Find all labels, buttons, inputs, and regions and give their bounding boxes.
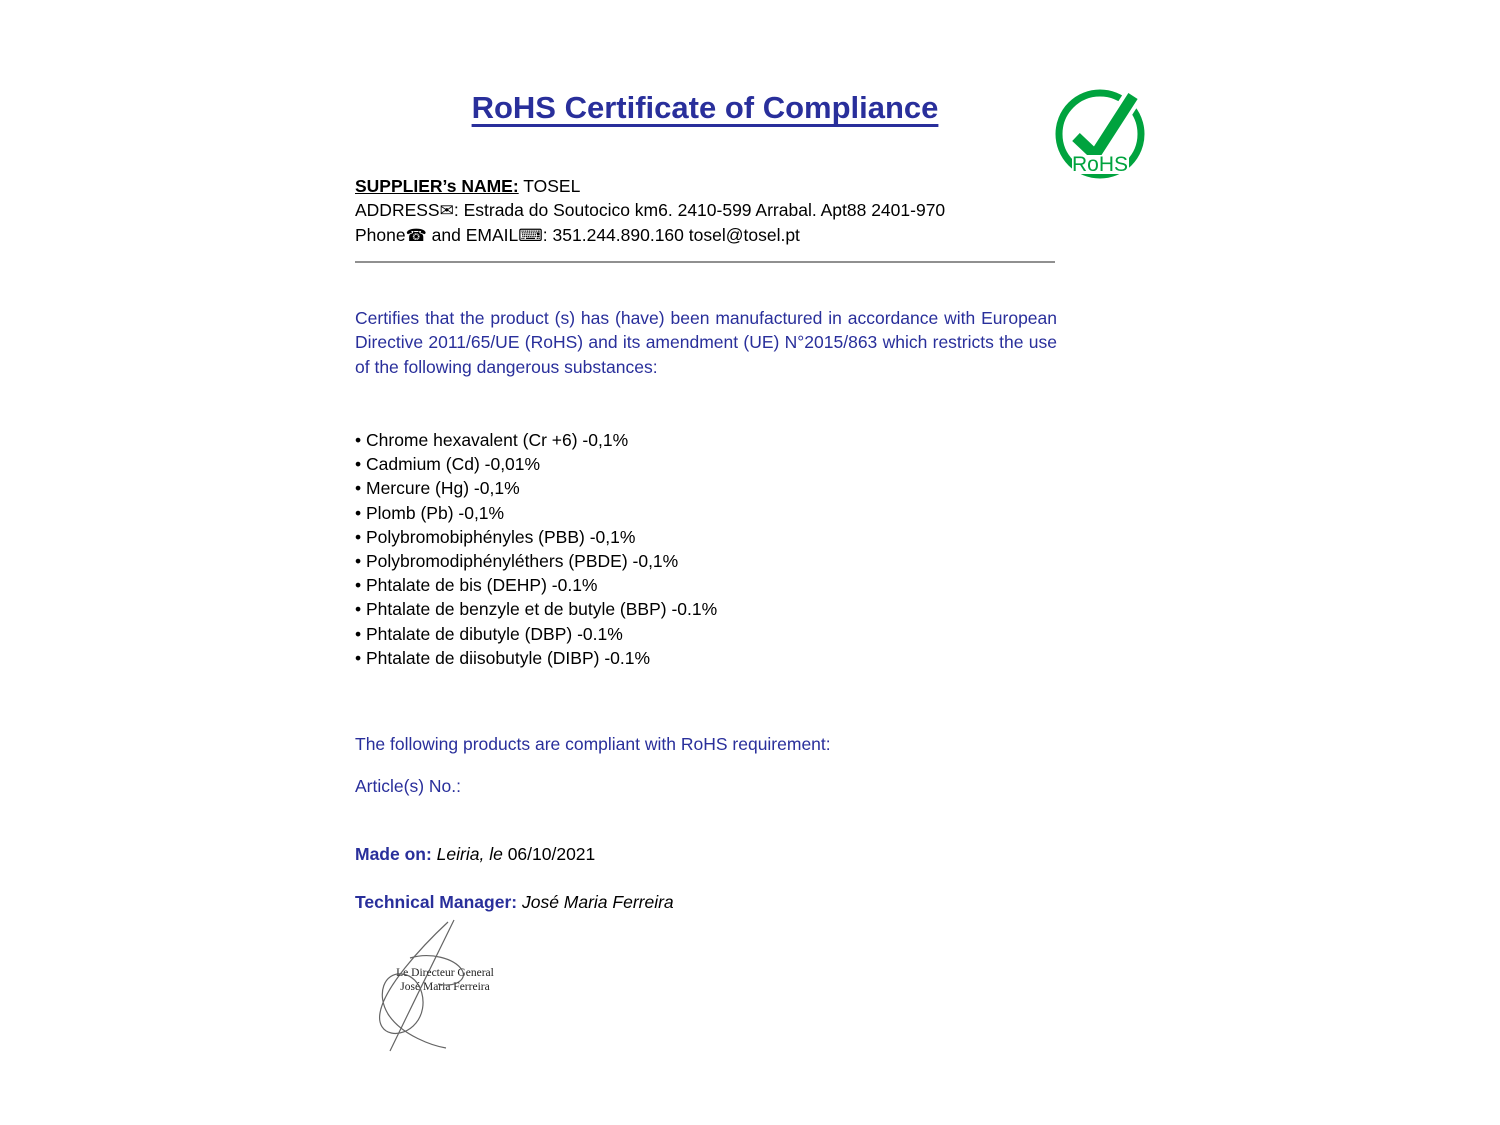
made-on-place: Leiria, le (431, 844, 508, 864)
rohs-logo (1052, 84, 1150, 184)
supplier-block (355, 174, 945, 248)
email-label: and EMAIL (426, 225, 519, 245)
technical-manager-name: José Maria Ferreira (517, 892, 674, 912)
contact-value: : 351.244.890.160 tosel@tosel.pt (542, 225, 800, 245)
signature-stamp-line2: José Maria Ferreira (400, 981, 490, 993)
substance-list (355, 428, 717, 670)
article-line: Article(s) No.: (355, 776, 461, 796)
substance-item: • Polybromobiphényles (PBB) -0,1% (355, 525, 717, 549)
supplier-name-line (355, 174, 945, 198)
technical-manager-label: Technical Manager: (355, 892, 518, 912)
substance-item: • Polybromodiphényléthers (PBDE) -0,1% (355, 549, 717, 573)
signature-stamp-line1: Le Directeur General (396, 967, 494, 979)
address-value: : Estrada do Soutocico km6. 2410-599 Arrabal. Apt88 2401-970 (453, 200, 946, 220)
supplier-contact-line (355, 223, 945, 248)
substance-item: • Mercure (Hg) -0,1% (355, 476, 717, 500)
compliance-line: The following products are compliant with RoHS requirement: (355, 734, 831, 754)
technical-manager-line (355, 892, 674, 913)
substance-item: • Phtalate de bis (DEHP) -0.1% (355, 573, 717, 597)
substance-item: • Chrome hexavalent (Cr +6) -0,1% (355, 428, 717, 452)
substance-item: • Phtalate de benzyle et de butyle (BBP) -0.1% (355, 597, 717, 621)
made-on-date: 06/10/2021 (507, 844, 596, 864)
envelope-icon: ✉ (439, 201, 454, 220)
made-on-line (355, 844, 595, 865)
substance-item: • Plomb (Pb) -0,1% (355, 501, 717, 525)
page-title: RoHS Certificate of Compliance (471, 90, 939, 125)
supplier-address-line (355, 198, 945, 223)
substance-item: • Cadmium (Cd) -0,01% (355, 452, 717, 476)
substance-item: • Phtalate de dibutyle (DBP) -0.1% (355, 622, 717, 646)
made-on-label: Made on: (355, 844, 432, 864)
header-divider (355, 261, 1055, 263)
supplier-name-label: SUPPLIER’s NAME: (355, 176, 519, 196)
address-label: ADDRESS (355, 200, 440, 220)
signature-stamp-text (370, 966, 520, 994)
supplier-name-value: TOSEL (518, 176, 581, 196)
substance-item: • Phtalate de diisobutyle (DIBP) -0.1% (355, 646, 717, 670)
logo-text: RoHS (1071, 153, 1129, 176)
phone-icon: ☎ (405, 226, 427, 245)
phone-label: Phone (355, 225, 406, 245)
computer-icon: ⌨ (518, 226, 543, 245)
certification-statement: Certifies that the product (s) has (have) been manufactured in accordance with European Directive 2011/65/UE (RoHS) and its amendment (UE) N°2015/863 which restricts the use of the following dangerous substances: (355, 308, 1057, 377)
